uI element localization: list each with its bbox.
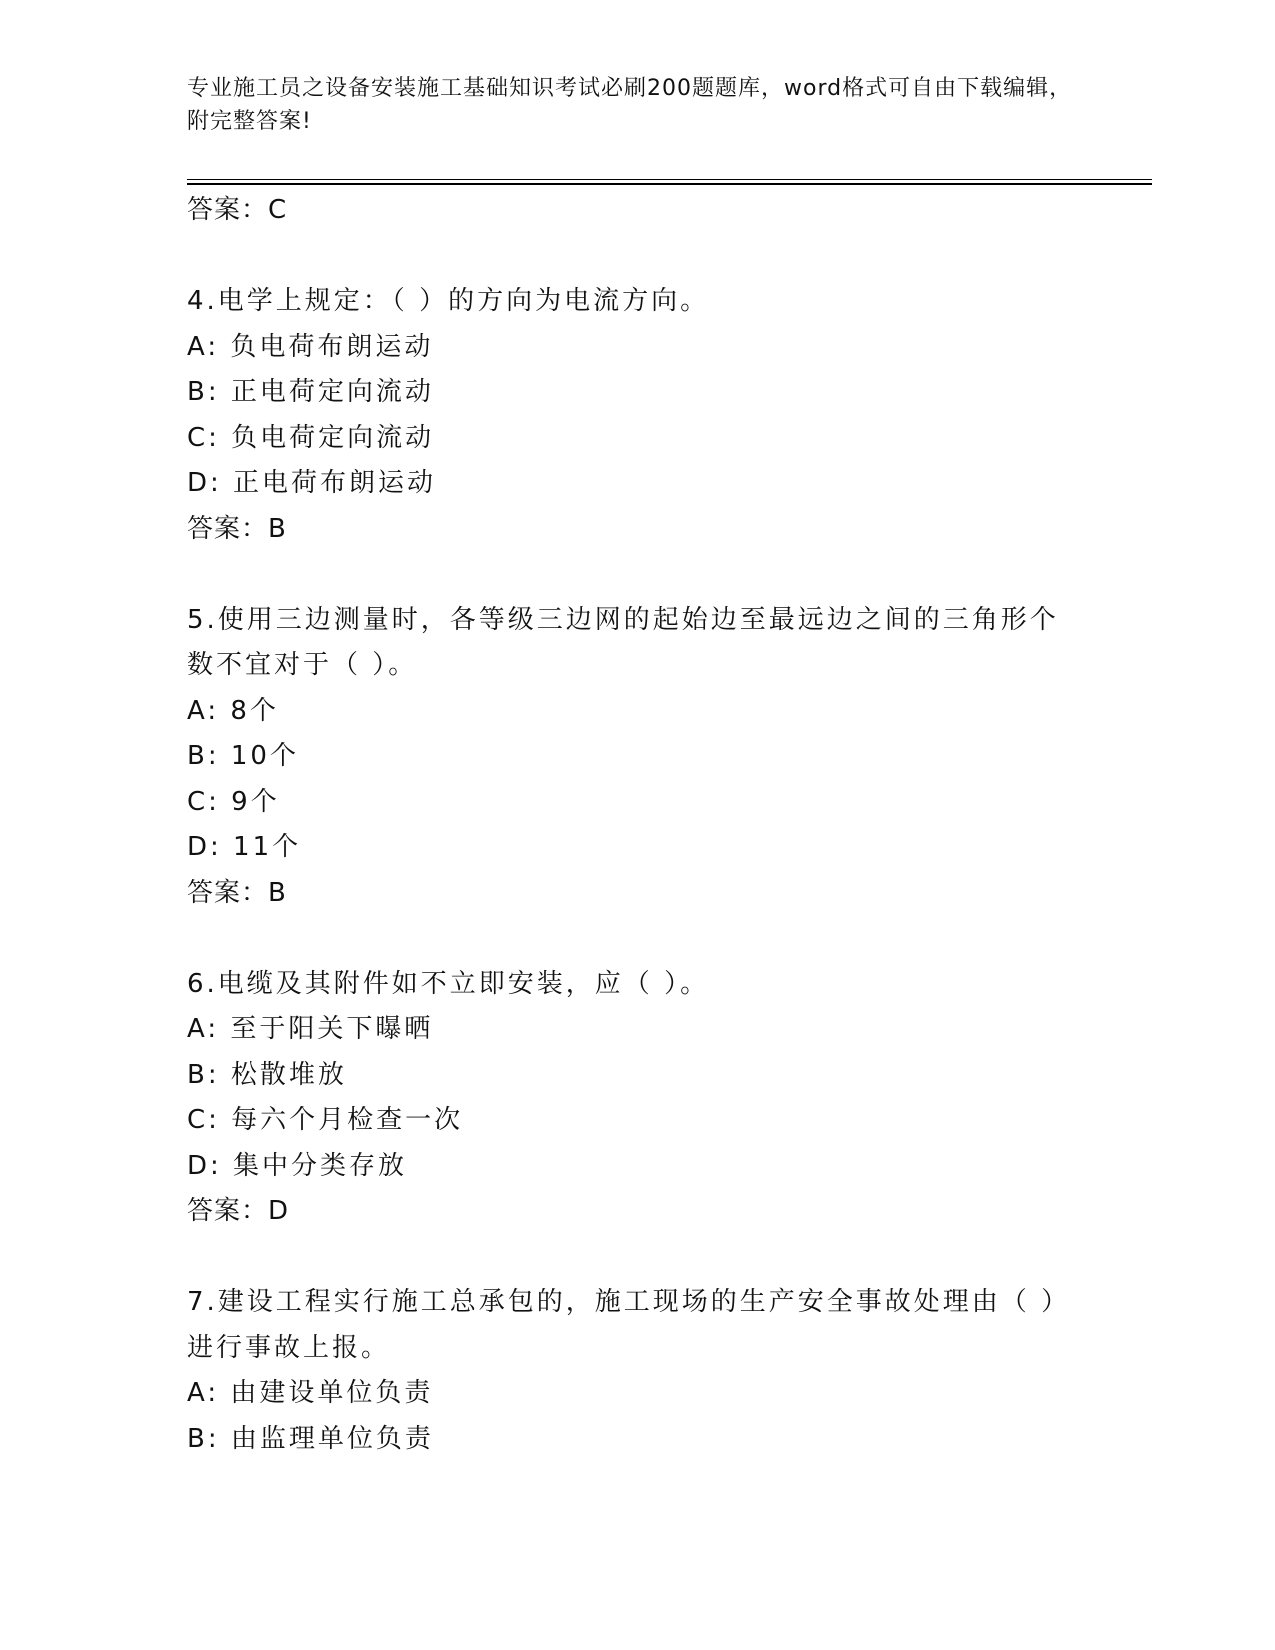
option-c: C: 每六个月检查一次 [187,1105,464,1135]
option-b: B: 正电荷定向流动 [187,377,434,407]
header-divider-thin [187,179,1152,180]
option-d: D: 11个 [187,832,302,862]
option-a: A: 至于阳关下曝晒 [187,1014,434,1044]
option-a: A: 负电荷布朗运动 [187,331,434,362]
option-a: A: 由建设单位负责 [187,1378,434,1408]
spacer [187,552,1087,598]
question-stem: 7.建设工程实行施工总承包的，施工现场的生产安全事故处理由（ ）进行事故上报。 [187,1287,1071,1363]
option-d: D: 正电荷布朗运动 [187,468,437,498]
answer-line: 答案：B [187,877,287,908]
spacer [187,234,1087,280]
spacer [187,1235,1087,1281]
option-a: A: 8个 [187,695,279,726]
answer-line: 答案：C [187,195,288,225]
option-b: B: 松散堆放 [187,1059,347,1090]
spacer [187,916,1087,962]
question-block [187,962,1087,1235]
question-block [187,598,1087,917]
option-c: C: 9个 [187,786,280,817]
question-stem: 6.电缆及其附件如不立即安装，应（ ）。 [187,968,710,999]
option-c: C: 负电荷定向流动 [187,422,435,453]
question-block [187,1280,1087,1462]
question-stem: 4.电学上规定：（ ）的方向为电流方向。 [187,286,710,316]
answer-line: 答案：D [187,1196,290,1226]
answer-line: 答案：B [187,513,287,544]
page-title: 专业施工员之设备安装施工基础知识考试必刷200题题库，word格式可自由下载编辑，附完整答案! [187,76,1073,134]
option-b: B: 由监理单位负责 [187,1423,434,1454]
question-list [187,188,1087,1462]
header-divider-thick [187,183,1152,185]
option-b: B: 10个 [187,741,299,771]
question-stem: 5.使用三边测量时，各等级三边网的起始边至最远边之间的三角形个数不宜对于（ ）。 [187,604,1059,680]
question-block [187,279,1087,552]
option-d: D: 集中分类存放 [187,1150,408,1181]
